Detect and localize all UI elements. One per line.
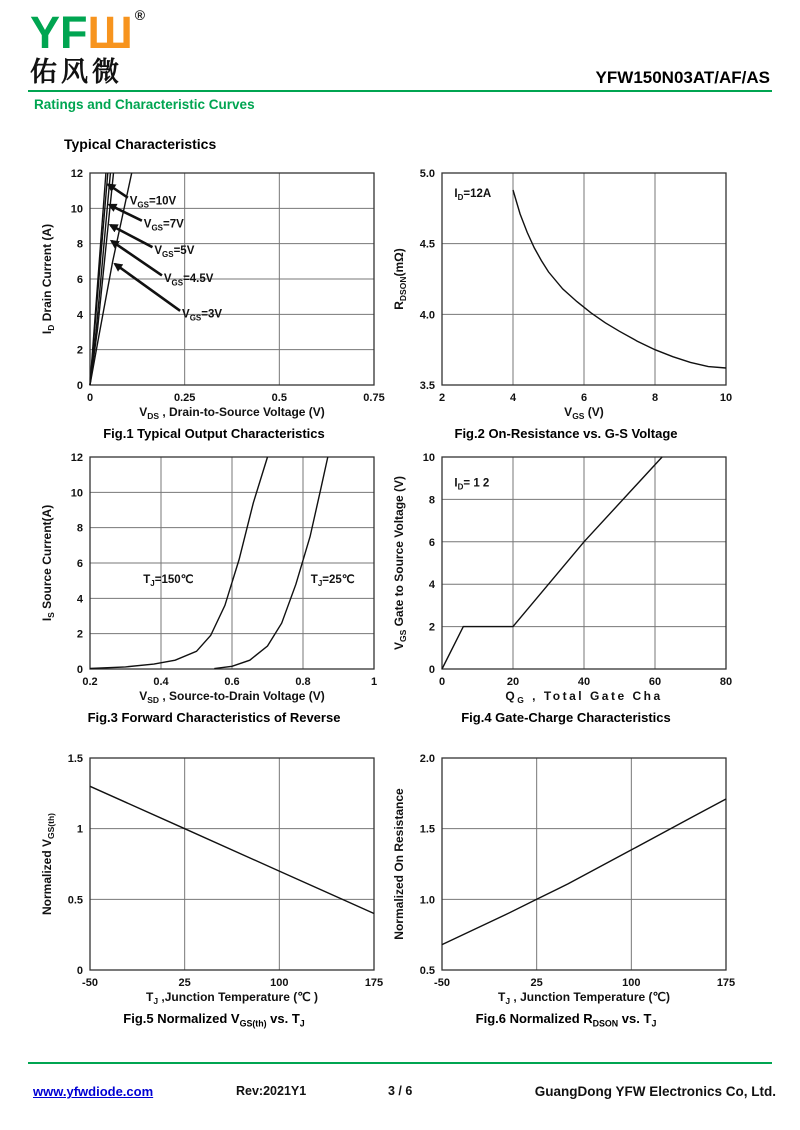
annotation-label: $V_{GS}=3V$ <box>182 308 223 323</box>
y-tick-label: 0.5 <box>419 965 435 977</box>
x-tick-label: 0 <box>86 392 94 404</box>
y-tick-label: 8 <box>76 238 83 251</box>
x-tick-label: 4 <box>509 392 517 404</box>
y-tick-label: 1.0 <box>419 894 435 907</box>
x-tick-label: 2 <box>438 392 446 404</box>
x-tick-label: 25 <box>530 977 543 989</box>
x-tick-label: 175 <box>364 977 384 989</box>
x-tick-label: 100 <box>270 977 289 989</box>
page-heading: Typical Characteristics <box>64 136 217 152</box>
x-axis-label: $V_{GS}$ (V) <box>564 405 604 422</box>
figure-4-gate-charge <box>390 443 742 726</box>
section-title: Ratings and Characteristic Curves <box>34 97 255 112</box>
y-tick-label: 0.5 <box>67 894 83 907</box>
website-link[interactable]: www.yfwdiode.com <box>33 1084 154 1099</box>
y-axis-label: Normalized $V_{GS(th)}$ <box>40 813 57 915</box>
x-axis-label: $T_J$ , Junction Temperature (℃) <box>497 990 671 1007</box>
y-axis-label: $R_{DSON}(m\Omega)$ <box>392 248 409 310</box>
x-tick-label: 6 <box>580 392 588 404</box>
charts-grid <box>38 159 762 1032</box>
revision-label: Rev:2021Y1 <box>236 1084 307 1098</box>
y-tick-label: 8 <box>428 494 435 507</box>
x-tick-label: 0.75 <box>363 392 385 404</box>
x-axis-label: $Q_G$ , Total Gate Cha <box>505 689 663 706</box>
y-tick-label: 10 <box>70 487 83 500</box>
y-tick-label: 2 <box>428 621 435 634</box>
x-tick-label: 0.6 <box>224 676 240 688</box>
series-line-0 <box>90 786 374 913</box>
x-tick-label: 0 <box>438 676 446 688</box>
y-tick-label: 4 <box>76 593 83 606</box>
x-tick-label: -50 <box>434 977 450 989</box>
x-tick-label: 20 <box>506 676 520 688</box>
series-line-0 <box>513 190 726 368</box>
company-logo <box>30 8 145 86</box>
company-name: GuangDong YFW Electronics Co, Ltd. <box>534 1084 776 1099</box>
y-tick-label: 1 <box>76 823 83 836</box>
y-tick-label: 4 <box>428 579 435 592</box>
y-tick-label: 4.0 <box>419 309 435 322</box>
part-number: YFW150N03AT/AF/AS <box>595 68 770 87</box>
figure-5-normalized-vgsth <box>38 744 390 1032</box>
x-tick-label: 40 <box>577 676 591 688</box>
logo-sha-glyph: Ш <box>87 7 133 58</box>
x-tick-label: 80 <box>719 676 733 688</box>
footer-rule <box>28 1062 772 1064</box>
page-number: 3 / 6 <box>388 1084 413 1098</box>
figure-1-output-characteristics <box>38 159 390 442</box>
x-tick-label: 1 <box>370 676 378 688</box>
plot-border <box>90 758 374 970</box>
y-axis-label: $I_D$ Drain Current (A) <box>40 223 57 335</box>
annotation-label: $V_{GS}=10V$ <box>129 195 177 210</box>
x-axis-label: $T_J$ ,Junction Temperature (℃ ) <box>145 990 319 1007</box>
fig3-caption: Fig.3 Forward Characteristics of Reverse <box>87 710 341 725</box>
logo-yf-text: YF <box>30 7 88 58</box>
charts-row-1 <box>38 159 762 442</box>
logo-chinese-name: 佑风微 <box>30 57 123 87</box>
fig6-chart-canvas <box>390 744 742 1010</box>
x-axis-label: $V_{SD}$ , Source-to-Drain Voltage (V) <box>139 689 325 706</box>
annotation-label: $T_J=150℃$ <box>143 573 194 589</box>
fig5-chart-canvas <box>38 744 390 1010</box>
y-tick-label: 4 <box>76 309 83 322</box>
x-tick-label: 0.2 <box>82 676 98 688</box>
y-tick-label: 0 <box>76 965 83 977</box>
fig2-caption: Fig.2 On-Resistance vs. G-S Voltage <box>454 426 678 441</box>
fig3-chart-canvas <box>38 443 390 709</box>
registered-trademark-icon: ® <box>134 7 146 23</box>
y-tick-label: 10 <box>70 203 83 216</box>
annotation-arrow <box>115 264 180 311</box>
x-tick-label: 10 <box>719 392 733 404</box>
y-tick-label: 2 <box>76 344 83 357</box>
fig2-chart-canvas <box>390 159 742 425</box>
y-axis-label: $V_{GS}$ Gate to Source Voltage (V) <box>392 475 409 651</box>
figure-2-on-resistance <box>390 159 742 442</box>
x-tick-label: 0.25 <box>173 392 196 404</box>
x-tick-label: 60 <box>648 676 662 688</box>
y-tick-label: 0 <box>76 664 83 676</box>
x-tick-label: 0.8 <box>295 676 311 688</box>
fig1-caption: Fig.1 Typical Output Characteristics <box>103 426 325 441</box>
x-axis-label: $V_{DS}$ , Drain-to-Source Voltage (V) <box>139 405 325 422</box>
plot-border <box>442 758 726 970</box>
y-tick-label: 0 <box>76 380 83 392</box>
annotation-label: $T_J=25℃$ <box>310 573 355 589</box>
header-rule <box>28 90 772 92</box>
annotation-label: $V_{GS}=4.5V$ <box>163 273 214 288</box>
x-tick-label: -50 <box>82 977 98 989</box>
fig1-chart-canvas <box>38 159 390 425</box>
y-axis-label: Normalized On Resistance <box>392 788 406 940</box>
annotation-label: $V_{GS}=5V$ <box>154 244 195 260</box>
charts-row-3 <box>38 744 762 1032</box>
fig4-chart-canvas <box>390 443 742 709</box>
y-tick-label: 12 <box>70 452 83 464</box>
y-tick-label: 1.5 <box>67 753 83 765</box>
x-tick-label: 0.5 <box>271 392 287 404</box>
y-tick-label: 4.5 <box>419 238 435 251</box>
y-tick-label: 10 <box>422 452 435 464</box>
figure-6-normalized-rdson <box>390 744 742 1032</box>
y-tick-label: 6 <box>428 536 435 549</box>
logo-wordmark <box>30 7 146 58</box>
fig5-caption: Fig.5 Normalized $V_{GS(th)}$ vs. $T_J$ <box>123 1011 305 1029</box>
y-tick-label: 6 <box>76 274 83 286</box>
x-tick-label: 8 <box>651 392 659 404</box>
x-tick-label: 25 <box>178 977 191 989</box>
x-tick-label: 100 <box>622 977 641 989</box>
x-tick-label: 175 <box>716 977 736 989</box>
y-tick-label: 8 <box>76 522 83 535</box>
fig4-caption: Fig.4 Gate-Charge Characteristics <box>461 710 671 725</box>
annotation-label: $V_{GS}=7V$ <box>143 218 184 233</box>
y-axis-label: $I_S$ Source Current(A) <box>40 504 57 622</box>
y-tick-label: 2.0 <box>419 753 435 765</box>
y-tick-label: 0 <box>428 664 435 676</box>
annotation-label: $I_D=12A$ <box>454 187 492 202</box>
y-tick-label: 5.0 <box>419 168 435 180</box>
y-tick-label: 2 <box>76 628 83 641</box>
y-tick-label: 1.5 <box>419 823 435 836</box>
series-line-0 <box>442 799 726 945</box>
annotation-label: $I_D= 1$ 2 <box>454 477 490 492</box>
figure-3-forward-characteristics <box>38 443 390 726</box>
y-tick-label: 12 <box>70 168 83 180</box>
x-tick-label: 0.4 <box>153 676 169 688</box>
fig6-caption: Fig.6 Normalized $R_{DSON}$ vs. $T_J$ <box>475 1011 657 1029</box>
charts-row-2 <box>38 443 762 726</box>
y-tick-label: 3.5 <box>419 380 435 392</box>
y-tick-label: 6 <box>76 558 83 570</box>
